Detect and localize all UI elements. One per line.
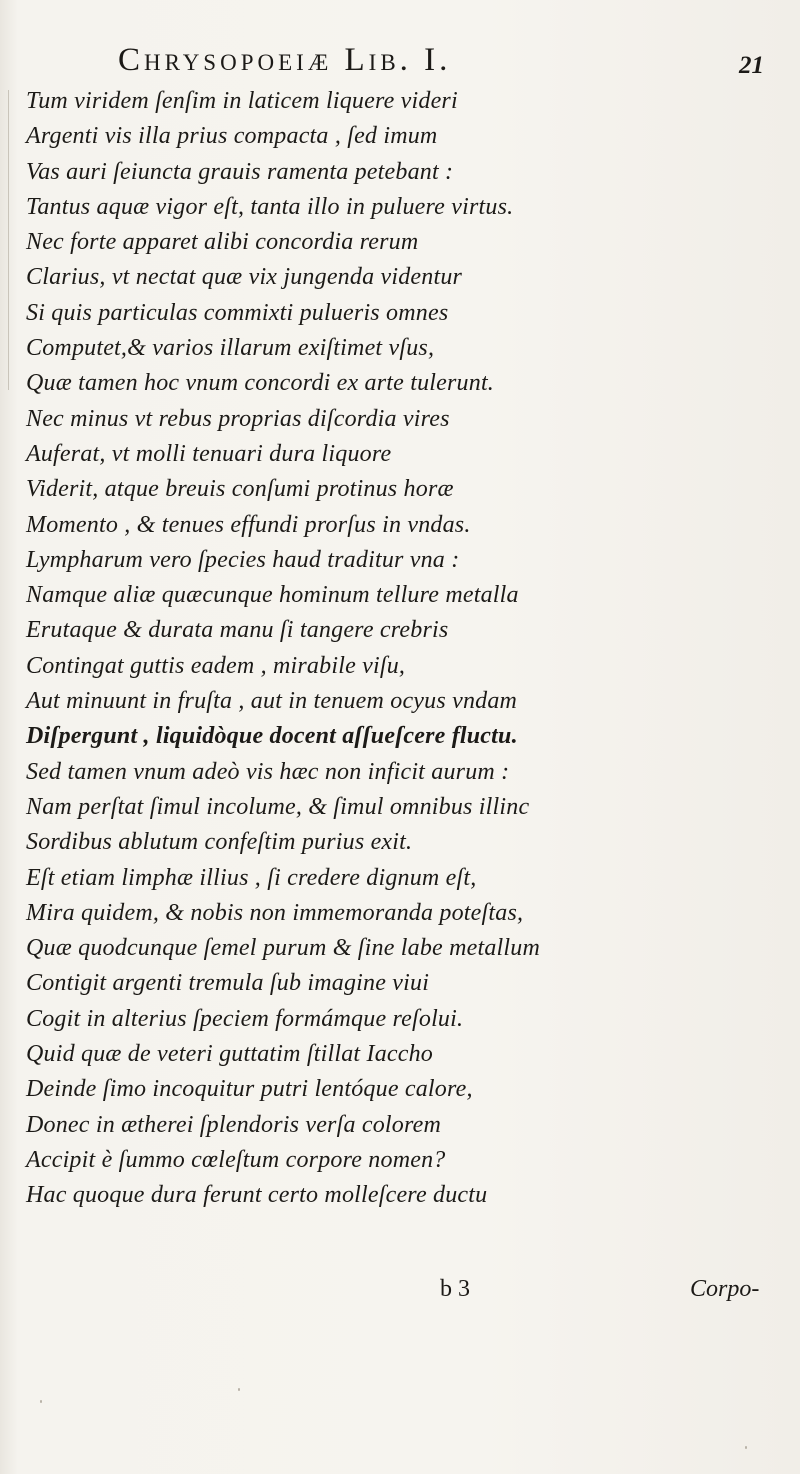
verse-line: Lympharum vero ſpecies haud traditur vna :	[26, 546, 460, 573]
verse-line: Tantus aquæ vigor eſt, tanta illo in puluere virtus.	[26, 193, 514, 220]
verse-line: Si quis particulas commixti pulueris omnes	[26, 299, 449, 326]
page-footer	[0, 1276, 800, 1312]
verse-line: Namque aliæ quæcunque hominum tellure metalla	[26, 582, 519, 609]
paper-speck	[745, 1446, 747, 1449]
verse-line: Donec in ætherei ſplendoris verſa colorem	[26, 1111, 442, 1138]
verse-line: Cogit in alterius ſpeciem formámque reſolui.	[26, 1005, 464, 1032]
running-head: Chrysopoeiæ Lib. I.	[118, 42, 452, 78]
verse-line: Aut minuunt in fruſta , aut in tenuem ocyus vndam	[26, 688, 518, 715]
verse-line: Contingat guttis eadem , mirabile viſu,	[26, 652, 406, 679]
verse-line: Quæ quodcunque ſemel purum & ſine labe metallum	[26, 935, 540, 962]
verse-line: Diſpergunt , liquidòque docent aſſueſcere fluctu.	[26, 723, 518, 750]
verse-line: Quæ tamen hoc vnum concordi ex arte tulerunt.	[26, 370, 495, 397]
verse-line: Contigit argenti tremula ſub imagine viui	[26, 970, 430, 997]
verse-line: Nam perſtat ſimul incolume, & ſimul omnibus illinc	[26, 793, 530, 820]
margin-shadow	[8, 90, 9, 390]
verse-line: Sordibus ablutum confeſtim purius exit.	[26, 829, 413, 856]
page-number: 21	[739, 52, 764, 79]
verse-line: Nec minus vt rebus proprias diſcordia vires	[26, 405, 450, 432]
verse-line: Nec forte apparet alibi concordia rerum	[26, 229, 419, 256]
verse-line: Eſt etiam limphæ illius , ſi credere dignum eſt,	[26, 864, 477, 891]
verse-line: Erutaque & durata manu ſi tangere crebris	[26, 617, 449, 644]
verse-line: Viderit, atque breuis conſumi protinus horæ	[26, 476, 454, 503]
signature-mark: b 3	[440, 1276, 470, 1302]
verse-block	[26, 84, 796, 1214]
verse-line: Clarius, vt nectat quæ vix jungenda videntur	[26, 264, 463, 291]
verse-line: Vas auri ſeiuncta grauis ramenta petebant :	[26, 158, 454, 185]
verse-line: Momento , & tenues effundi prorſus in vndas.	[26, 511, 471, 538]
verse-line: Tum viridem ſenſim in laticem liquere videri	[26, 88, 458, 114]
verse-line: Computet,& varios illarum exiſtimet vſus,	[26, 335, 435, 362]
verse-line: Sed tamen vnum adeò vis hæc non inficit aurum :	[26, 758, 510, 785]
paper-speck	[238, 1388, 240, 1391]
verse-line: Argenti vis illa prius compacta , ſed imum	[26, 123, 438, 150]
verse-line: Deinde ſimo incoquitur putri lentóque calore,	[26, 1076, 473, 1103]
verse-line: Hac quoque dura ferunt certo molleſcere ductu	[26, 1182, 488, 1209]
verse-line: Auferat, vt molli tenuari dura liquore	[26, 440, 392, 467]
verse-line: Mira quidem, & nobis non immemoranda poteſtas,	[26, 899, 524, 926]
verse-line: Quid quæ de veteri guttatim ſtillat Iaccho	[26, 1041, 434, 1068]
paper-speck	[40, 1400, 42, 1403]
catchword: Corpo-	[690, 1276, 760, 1302]
verse-line: Accipit è ſummo cœleſtum corpore nomen?	[26, 1146, 446, 1173]
